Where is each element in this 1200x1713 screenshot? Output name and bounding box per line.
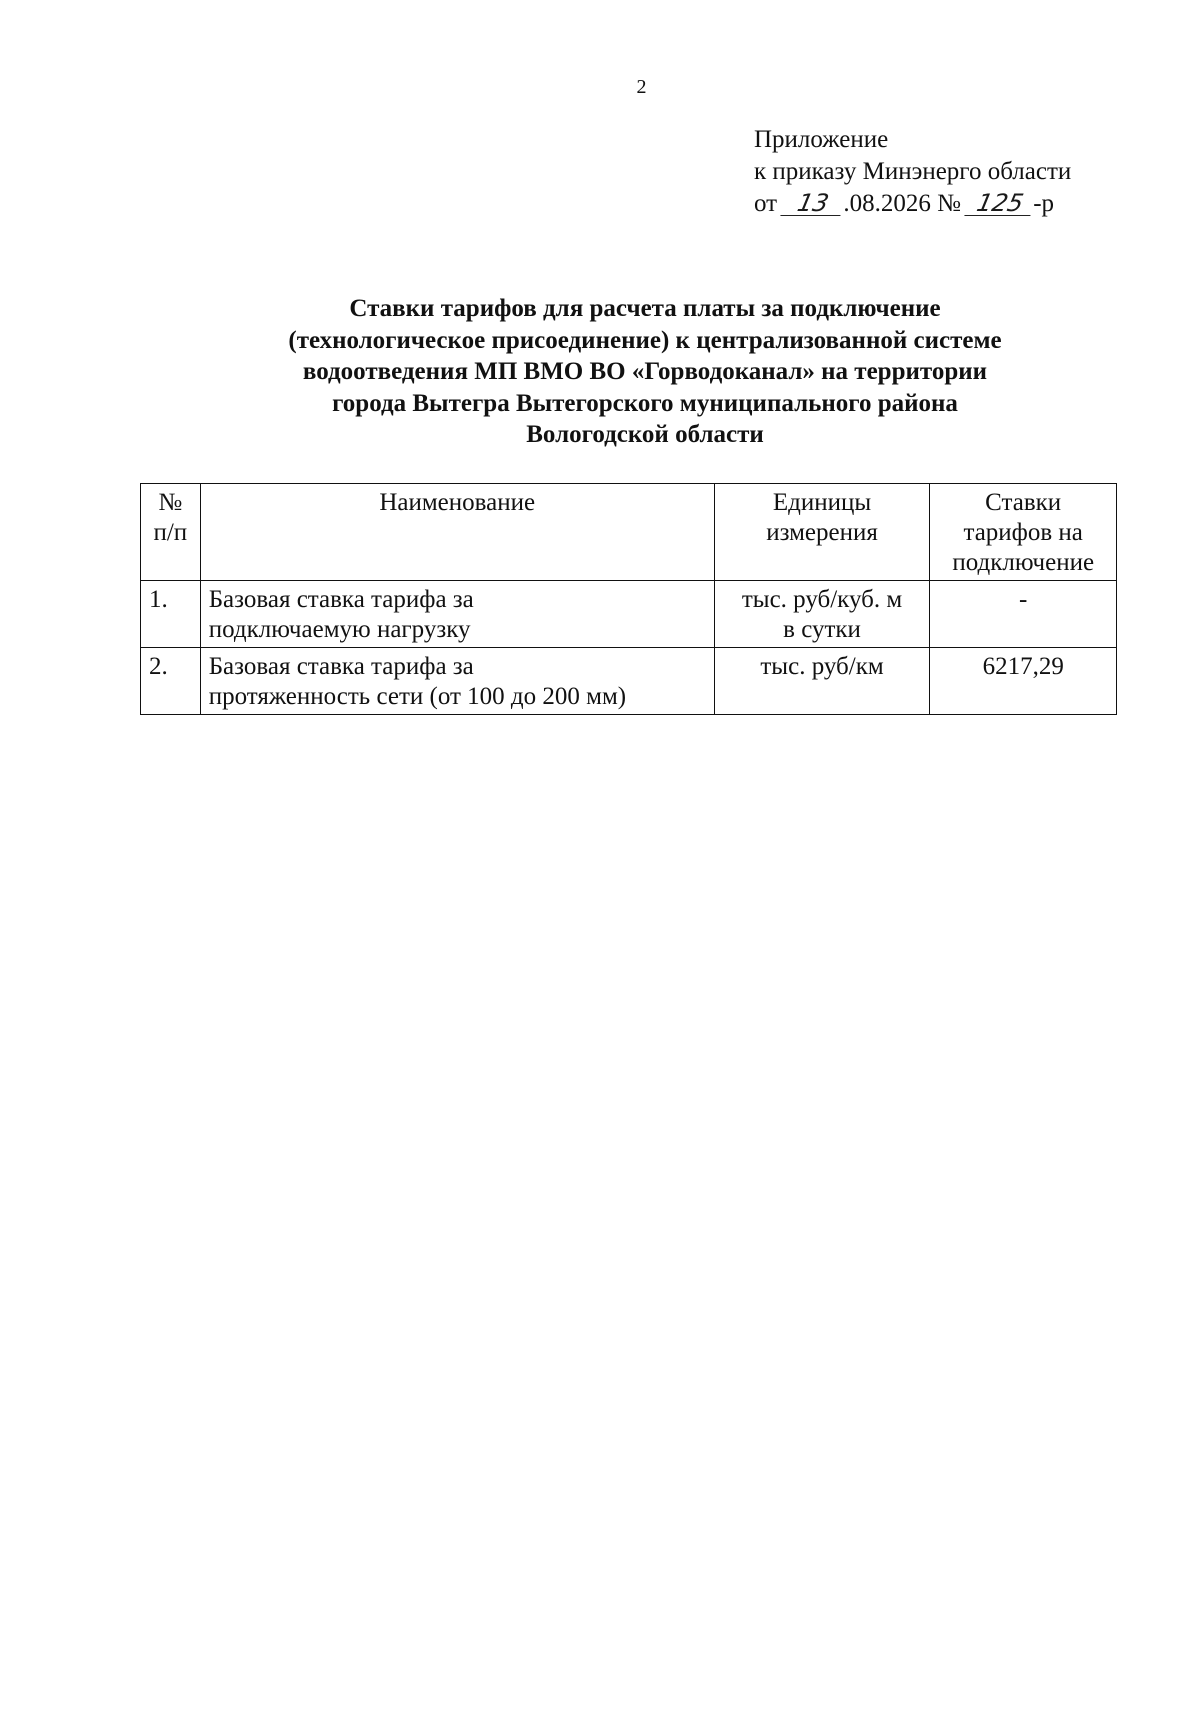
row-name: Базовая ставка тарифа за протяженность сети (от 100 до 200 мм) [200, 648, 714, 715]
handwritten-day: 13 [781, 191, 846, 216]
header-rate: Ставки тарифов на подключение [930, 484, 1117, 581]
title-line: города Вытегра Вытегорского муниципального района [332, 389, 958, 417]
order-suffix: -р [1033, 190, 1055, 217]
table-row [141, 648, 1117, 715]
header-num: № п/п [141, 484, 201, 581]
date-prefix: от [754, 190, 778, 217]
date-rest: .08.2026 № [843, 190, 961, 217]
page-number: 2 [636, 76, 647, 98]
header-name: Наименование [200, 484, 714, 581]
table-header-row [141, 484, 1117, 581]
title-line: водоотведения МП ВМО ВО «Горводоканал» на территории [302, 358, 988, 385]
row-rate: - [930, 581, 1117, 648]
title-line: Вологодской области [526, 421, 764, 448]
appendix-block [754, 124, 1071, 220]
row-unit: тыс. руб/км [714, 648, 930, 715]
row-name: Базовая ставка тарифа за подключаемую нагрузку [200, 581, 714, 648]
row-unit: тыс. руб/куб. м в сутки [714, 581, 930, 648]
appendix-title: Приложение [754, 126, 889, 153]
header-unit: Единицы измерения [714, 484, 930, 581]
document-title [200, 293, 1090, 451]
title-line: Ставки тарифов для расчета платы за подключение [349, 295, 941, 322]
table-row [141, 581, 1117, 648]
row-num: 2. [141, 648, 201, 715]
title-line: (технологическое присоединение) к централизованной системе [288, 326, 1002, 354]
row-num: 1. [141, 581, 201, 648]
appendix-date-line [754, 188, 1071, 220]
appendix-order-ref: к приказу Минэнерго области [754, 158, 1072, 185]
row-rate: 6217,29 [930, 648, 1117, 715]
tariff-table [140, 483, 1117, 715]
handwritten-order-number: 125 [965, 191, 1036, 216]
